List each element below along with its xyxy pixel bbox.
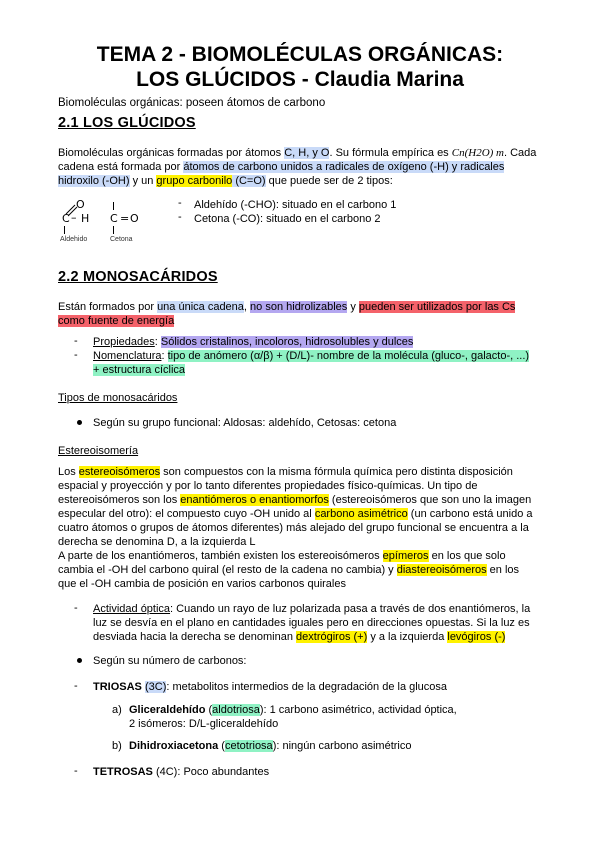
gliceraldehido-item-cont: 2 isómeros: D/L-gliceraldehído (129, 718, 279, 730)
dihidroxiacetona-item: Dihidroxiacetona (cetotriosa): ningún carbono asimétrico (129, 740, 412, 752)
s22-line2: como fuente de energía (58, 315, 175, 327)
types-heading: Tipos de monosacáridos (58, 392, 178, 404)
aldehyde-bullet: Aldehído (-CHO): situado en el carbono 1 (194, 199, 397, 211)
properties-item: Propiedades: Sólidos cristalinos, incoloros, hidrosolubles y dulces (93, 336, 414, 348)
stereo-line6: derecha se denomina D, a la izquierda L (58, 536, 256, 548)
stereo-line1: Los estereoisómeros son compuestos con la misma fórmula química pero distinta disposición (58, 466, 513, 478)
stereo-heading: Estereoisomería (58, 445, 139, 457)
heading-2-2: 2.2 MONOSACÁRIDOS (58, 269, 218, 285)
elements-highlight: C, H, y O (284, 147, 330, 159)
stereo-line4: especular del otro): el compuesto cuyo -OH unido al carbono asimétrico (un carbono está unido a (58, 508, 533, 520)
triosas-a-marker: a) (112, 704, 122, 716)
stereo-line7: A parte de los enantiómeros, también existen los estereoisómeros epímeros en los que solo (58, 550, 506, 562)
heading-2-1: 2.1 LOS GLÚCIDOS (58, 115, 196, 131)
optical-activity-line2: luz se desvía en el plano en cantidades iguales pero en direcciones opuestas. Si la luz es (93, 617, 530, 629)
ketone-label: Cetona (110, 236, 133, 243)
ketone-bullet: Cetona (-CO): situado en el carbono 2 (194, 213, 381, 225)
document-page: TEMA 2 - BIOMOLÉCULAS ORGÁNICAS: LOS GLÚCIDOS - Claudia Marina Biomoléculas orgánicas: poseen átomos de carbono 2.1 LOS GLÚCIDOS Biomoléculas orgánicas formadas por átomos C, H, y O. Su fórmula empírica es Cn(H2O) m. Cada cadena está formada por átomos de carbono unidos a radicales de oxígeno (-H) y radicales hidroxilo (-OH) y un grupo carbonilo (C=O) que puede ser de 2 tipos: O C – H Aldehido C = O Cetona - Aldehído (-CHO): situado en el carbono 1 - Cetona (-CO): situado en el carbono 2 2.2 MONOSACÁRIDOS Están formados por una única cadena, no son hidrolizables y pueden ser utilizados por las Cs como fuente de energía - Propiedades: Sólidos cristalinos, incoloros, hidrosolubles y dulces - Nomenclatura: tipo de anómero (α/β) + (D/L)- nombre de la molécula (gluco-, galacto-, ...) + estructura cíclica Tipos de monosacáridos Según su grupo funcional: Aldosas: aldehído, Cetosas: cetona Estereoisomería Los estereoisómeros son compuestos con la misma fórmula química pero distinta disposición espacial y proyección y por lo tanto diferentes propiedades físico-químicas. Un tipo de estereoisómeros son los enantiómeros o enantiomorfos (estereoisómeros que son uno la imagen especular del otro): el compuesto cuyo -OH unido al carbono asimétrico (un carbono está unido a cuatro átomos o grupos de átomos diferentes) más alejado del grupo funcional se encuentra a la derecha se denomina D, a la izquierda L A parte de los enantiómeros, también existen los estereoisómeros epímeros en los que solo cambia el -OH del carbono quiral (el resto de la cadena no cambia) y diastereoisómeros en los que el -OH cambia de posición en varios carbonos quirales - Actividad óptica: Cuando un rayo de luz polarizada pasa a través de dos enantiómeros, la luz se desvía en el plano en cantidades iguales pero en direcciones opuestas. Si la luz es desviada hacia la derecha se denominan dextrógiros (+) y a la izquierda levógiros (-) Según su número de carbonos: - TRIOSAS (3C): metabolitos intermedios de la degradación de la glucosa a) Gliceraldehído (aldotriosa): 1 carbono asimétrico, actividad óptica, 2 isómeros: D/L-gliceraldehído b) Dihidroxiacetona (cetotriosa): ningún carbono asimétrico - TETROSAS (4C): Poco abundantes (0, 0, 600, 848)
types-functional-group: Según su grupo funcional: Aldosas: aldehído, Cetosas: cetona (93, 417, 397, 429)
doc-title-line2: LOS GLÚCIDOS - Claudia Marina (136, 68, 464, 91)
s21-line3: hidroxilo (-OH) y un grupo carbonilo (C=O) que puede ser de 2 tipos: (58, 175, 393, 187)
stereo-line2: espacial y proyección y por lo tanto diferentes propiedades físico-químicas. Un tipo de (58, 480, 478, 492)
s21-line2: cadena está formada por átomos de carbono unidos a radicales de oxígeno (-H) y radicales (58, 161, 505, 173)
s22-line1: Están formados por una única cadena, no son hidrolizables y pueden ser utilizados por las Cs (58, 301, 516, 313)
gliceraldehido-item: Gliceraldehído (aldotriosa): 1 carbono asimétrico, actividad óptica, (129, 704, 457, 716)
triosas-item: TRIOSAS (3C): metabolitos intermedios de la degradación de la glucosa (93, 681, 448, 693)
tetrosas-item: TETROSAS (4C): Poco abundantes (93, 766, 270, 778)
optical-activity-line1: Actividad óptica: Cuando un rayo de luz polarizada pasa a través de dos enantiómeros, la (93, 603, 531, 615)
optical-activity-line3: desviada hacia la derecha se denominan dextrógiros (+) y a la izquierda levógiros (-) (93, 631, 506, 643)
stereo-line9: que el -OH cambia de posición en varios carbonos quirales (58, 578, 346, 590)
aldehyde-label: Aldehido (60, 236, 88, 243)
triosas-b-marker: b) (112, 740, 122, 752)
stereo-line5: cuatro átomos o grupos de átomos diferentes) más alejado del grupo funcional se encuentra a la (58, 522, 529, 534)
nomenclature-item-cont: + estructura cíclica (93, 364, 186, 376)
stereo-line3: estereoisómeros son los enantiómeros o enantiomorfos (estereoisómeros que son uno la imagen (58, 494, 532, 506)
s21-line1: Biomoléculas orgánicas formadas por átomos C, H, y O. Su fórmula empírica es Cn(H2O) m. Cada (58, 147, 537, 159)
carbon-number-bullet: Según su número de carbonos: (93, 655, 247, 667)
nomenclature-item: Nomenclatura: tipo de anómero (α/β) + (D/L)- nombre de la molécula (gluco-, galacto-, ...) (93, 350, 530, 362)
intro-text: Biomoléculas orgánicas: poseen átomos de carbono (58, 97, 326, 109)
doc-title-line1: TEMA 2 - BIOMOLÉCULAS ORGÁNICAS: (96, 43, 504, 66)
stereo-line8: cambia el -OH del carbono quiral (el resto de la cadena no cambia) y diastereoisómeros en los (58, 564, 520, 576)
empirical-formula: Cn(H2O) m (451, 147, 504, 159)
carbonyl-structures: O C – H Aldehido C = O Cetona (60, 198, 139, 243)
